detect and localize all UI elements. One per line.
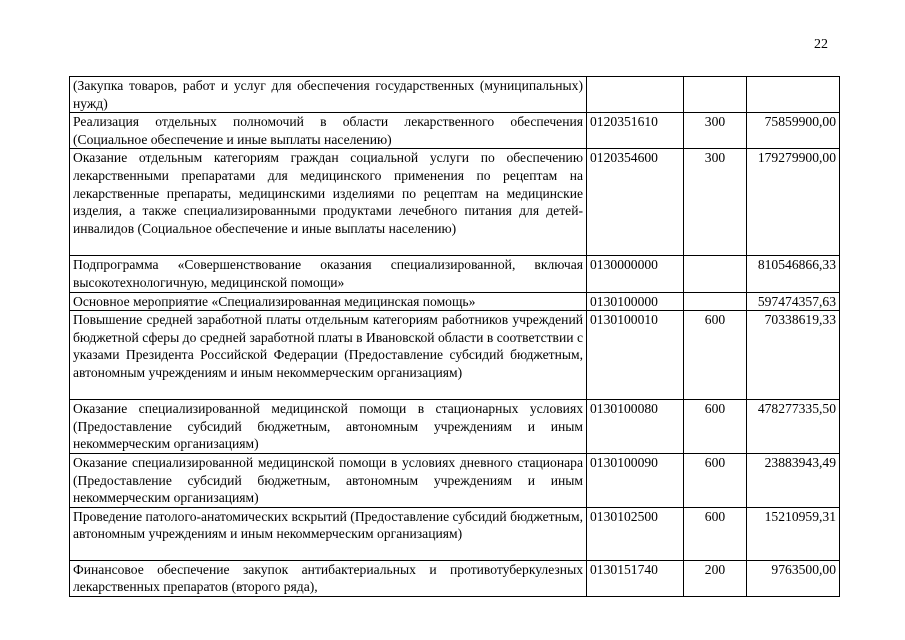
expense-type-code: 300 — [684, 149, 747, 256]
expense-type-code: 600 — [684, 311, 747, 400]
table-row — [70, 507, 840, 560]
budget-table — [69, 76, 840, 597]
amount-value: 75859900,00 — [747, 113, 840, 149]
amount-value: 70338619,33 — [747, 311, 840, 400]
expense-description: Проведение патолого-анатомических вскрытий (Предоставление субсидий бюджетным, автономным учреждениям и иным некоммерческим организациям) — [70, 507, 587, 560]
expense-type-code: 600 — [684, 400, 747, 454]
expense-description: Оказание отдельным категориям граждан социальной услуги по обеспечению лекарственными препаратами для медицинского применения по рецептам на лекарственные препараты, медицинскими изделиями по рецептам на медицинские изделия, а также специализированными продуктами лечебного питания для детей-инвалидов (Социальное обеспечение и иные выплаты населению) — [70, 149, 587, 256]
expense-description: Реализация отдельных полномочий в области лекарственного обеспечения (Социальное обеспечение и иные выплаты населению) — [70, 113, 587, 149]
table-row — [70, 77, 840, 113]
table-row — [70, 113, 840, 149]
target-article-code: 0130151740 — [587, 560, 684, 596]
amount-value: 9763500,00 — [747, 560, 840, 596]
table-row — [70, 311, 840, 400]
target-article-code — [587, 77, 684, 113]
page-number: 22 — [814, 37, 828, 52]
table-row — [70, 256, 840, 292]
table-row — [70, 453, 840, 507]
target-article-code: 0130000000 — [587, 256, 684, 292]
target-article-code: 0120354600 — [587, 149, 684, 256]
target-article-code: 0120351610 — [587, 113, 684, 149]
expense-type-code: 600 — [684, 453, 747, 507]
expense-type-code: 600 — [684, 507, 747, 560]
expense-type-code — [684, 292, 747, 311]
expense-description: Финансовое обеспечение закупок антибактериальных и противотуберкулезных лекарственных препаратов (второго ряда), — [70, 560, 587, 596]
amount-value: 478277335,50 — [747, 400, 840, 454]
target-article-code: 0130100010 — [587, 311, 684, 400]
table-row — [70, 292, 840, 311]
table-row — [70, 400, 840, 454]
amount-value: 23883943,49 — [747, 453, 840, 507]
expense-description: Повышение средней заработной платы отдельным категориям работников учреждений бюджетной сферы до средней заработной платы в Ивановской области в соответствии с указами Президента Российской Федерации (Предоставление субсидий бюджетным, автономным учреждениям и иным некоммерческим организациям) — [70, 311, 587, 400]
amount-value — [747, 77, 840, 113]
expense-description: Оказание специализированной медицинской помощи в условиях дневного стационара (Предоставление субсидий бюджетным, автономным учреждениям и иным некоммерческим организациям) — [70, 453, 587, 507]
expense-description: (Закупка товаров, работ и услуг для обеспечения государственных (муниципальных) нужд) — [70, 77, 587, 113]
target-article-code: 0130100000 — [587, 292, 684, 311]
expense-type-code — [684, 77, 747, 113]
amount-value: 179279900,00 — [747, 149, 840, 256]
amount-value: 810546866,33 — [747, 256, 840, 292]
expense-description: Основное мероприятие «Специализированная медицинская помощь» — [70, 292, 587, 311]
table-row — [70, 149, 840, 256]
target-article-code: 0130100090 — [587, 453, 684, 507]
target-article-code: 0130102500 — [587, 507, 684, 560]
expense-type-code: 300 — [684, 113, 747, 149]
expense-description: Оказание специализированной медицинской помощи в стационарных условиях (Предоставление субсидий бюджетным, автономным учреждениям и иным некоммерческим организациям) — [70, 400, 587, 454]
expense-type-code: 200 — [684, 560, 747, 596]
target-article-code: 0130100080 — [587, 400, 684, 454]
amount-value: 597474357,63 — [747, 292, 840, 311]
expense-description: Подпрограмма «Совершенствование оказания специализированной, включая высокотехнологичную, медицинской помощи» — [70, 256, 587, 292]
expense-type-code — [684, 256, 747, 292]
table-row — [70, 560, 840, 596]
amount-value: 15210959,31 — [747, 507, 840, 560]
